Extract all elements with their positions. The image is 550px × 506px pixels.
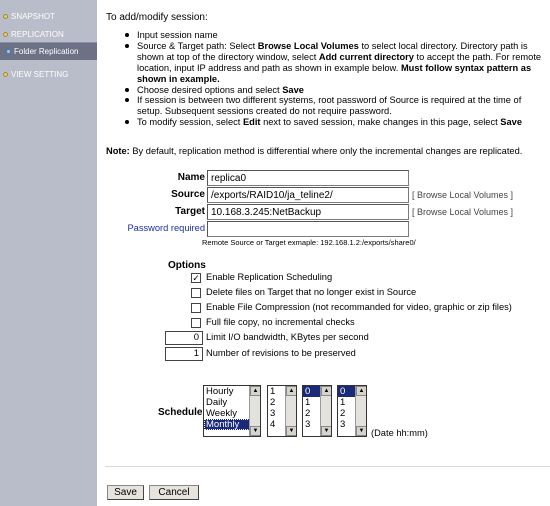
intro-text: To add/modify session: [106,12,208,23]
sidebar-item-snapshot[interactable] [0,8,97,24]
hour-option-selected[interactable]: 0 [303,386,331,397]
check-icon: ✓ [192,273,200,283]
source-label: Source [171,189,205,200]
instruction-text: If session is between two different systems, root password of Source is required at the time of setup. Subsequent sessions created do not require password. [137,95,522,117]
emphasis-text: Must follow syntax pattern as shown in example. [137,62,532,84]
emphasis-text: Edit [242,117,261,128]
source-path-input[interactable] [207,187,409,203]
bullet-icon [3,72,8,77]
session-name-input[interactable] [207,170,409,186]
divider [105,466,550,467]
instruction-item [125,85,543,96]
instruction-item [125,95,543,117]
remote-example-text: Remote Source or Target exmaple: 192.168.1.2:/exports/share0/ [202,238,416,247]
scrollbar[interactable] [249,386,260,436]
delete-files-label: Delete files on Target that no longer exist in Source [206,287,417,297]
day-option[interactable]: 2 [270,397,276,408]
bullet-icon [3,32,8,37]
frequency-select[interactable] [203,385,261,437]
emphasis-text: Save [500,117,523,128]
day-select[interactable] [267,385,297,437]
frequency-option[interactable]: Daily [206,397,228,408]
scroll-down-icon[interactable]: ▼ [286,426,297,436]
sidebar-item-folder-replication[interactable] [0,43,97,60]
scroll-up-icon[interactable]: ▲ [356,386,367,396]
hour-option[interactable]: 3 [305,419,311,430]
scroll-up-icon[interactable]: ▲ [286,386,297,396]
instruction-item [125,117,543,128]
instruction-text: to accept the path. For remote location, input IP address and path as shown in example below. [137,51,542,73]
minute-option[interactable]: 3 [340,419,346,430]
minute-option[interactable]: 1 [340,397,346,408]
options-heading: Options [168,260,206,271]
scroll-down-icon[interactable]: ▼ [356,426,367,436]
hour-option[interactable]: 1 [305,397,311,408]
sidebar-item-label: REPLICATION [11,29,64,39]
schedule-hint: (Date hh:mm) [371,428,428,438]
day-option[interactable]: 3 [270,408,276,419]
minute-option[interactable]: 2 [340,408,346,419]
emphasis-text: Save [282,84,304,95]
day-option[interactable]: 1 [270,386,276,397]
frequency-option[interactable]: Hourly [206,386,234,397]
minute-select[interactable] [337,385,367,437]
frequency-option[interactable]: Weekly [206,408,237,419]
instruction-text: Input session name [137,30,218,40]
note-text [106,146,522,156]
scrollbar[interactable] [320,386,331,436]
instruction-text: to select local directory. Directory path is shown at top of the directory window, select [137,40,528,62]
minute-option-selected[interactable]: 0 [338,386,366,397]
name-label: Name [177,172,205,183]
hour-option[interactable]: 2 [305,408,311,419]
bandwidth-label: Limit I/O bandwidth, KBytes per second [206,332,369,342]
scrollbar[interactable] [285,386,296,436]
password-input[interactable] [207,221,409,237]
instruction-item [125,41,543,85]
instruction-text: Choose desired options and select [137,84,283,95]
file-compression-checkbox[interactable] [191,303,201,313]
scroll-down-icon[interactable]: ▼ [250,426,261,436]
browse-source-link[interactable]: [ Browse Local Volumes ] [412,190,514,200]
target-label: Target [175,206,205,217]
instruction-text: next to saved session, make changes in this page, select [260,117,501,128]
day-option[interactable]: 4 [270,419,276,430]
scroll-up-icon[interactable]: ▲ [250,386,261,396]
enable-scheduling-checkbox[interactable] [191,273,201,283]
scrollbar[interactable] [355,386,366,436]
bandwidth-input[interactable]: 0 [165,331,203,345]
enable-scheduling-label: Enable Replication Scheduling [206,272,333,282]
instruction-text: To modify session, select [137,117,243,128]
bullet-icon [6,49,11,54]
full-copy-label: Full file copy, no incremental checks [206,317,355,327]
sidebar-item-label: SNAPSHOT [11,11,56,21]
sidebar-item-label: Folder Replication [14,47,79,56]
frequency-option-selected[interactable]: Monthly [204,419,260,430]
revisions-label: Number of revisions to be preserved [206,348,356,358]
scroll-down-icon[interactable]: ▼ [321,426,332,436]
instruction-item [125,30,543,41]
file-compression-label: Enable File Compression (not recommanded for video, graphic or zip files) [206,302,512,312]
delete-files-checkbox[interactable] [191,288,201,298]
revisions-input[interactable]: 1 [165,347,203,361]
sidebar-item-replication[interactable] [0,26,97,42]
instruction-text: Source & Target path: Select [137,40,258,51]
save-button[interactable]: Save [107,485,144,500]
emphasis-text: Browse Local Volumes [257,40,359,51]
hour-select[interactable] [302,385,332,437]
main-panel [97,0,550,506]
instruction-list [125,30,543,128]
scroll-up-icon[interactable]: ▲ [321,386,332,396]
sidebar [0,0,97,506]
sidebar-item-view-setting[interactable] [0,66,97,82]
schedule-label: Schedule [158,407,203,418]
note-body: By default, replication method is differential where only the incremental changes are replicated. [129,146,523,156]
full-copy-checkbox[interactable] [191,318,201,328]
note-label: Note: [106,146,130,156]
target-path-input[interactable] [207,204,409,220]
browse-target-link[interactable]: [ Browse Local Volumes ] [412,207,514,217]
bullet-icon [3,14,8,19]
cancel-button[interactable]: Cancel [149,485,199,500]
emphasis-text: Add current directory [318,51,414,62]
sidebar-item-label: VIEW SETTING [11,69,69,79]
password-label: Password required [127,223,205,233]
